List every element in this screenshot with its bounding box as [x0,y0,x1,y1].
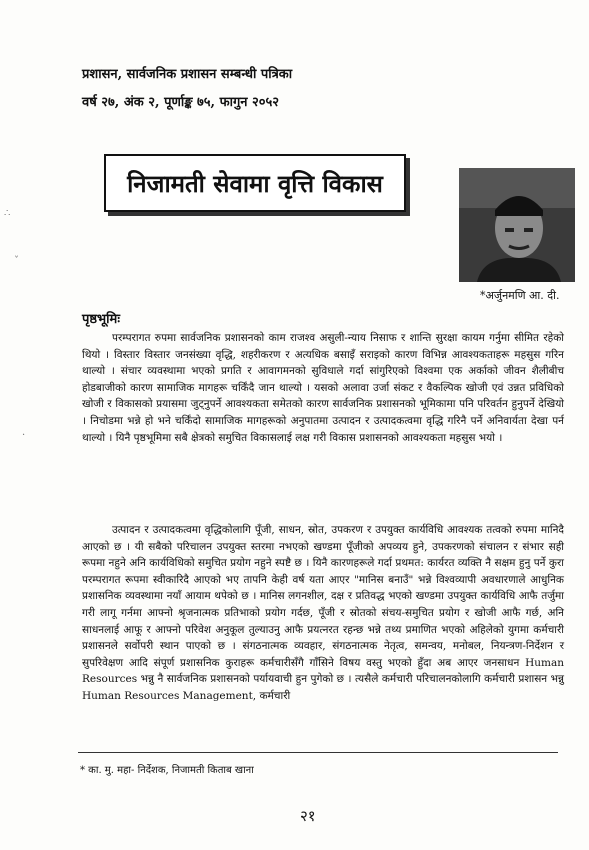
article-title-box [104,154,406,212]
paragraph-1: परम्परागत रुपमा सार्वजनिक प्रशासनको काम राजश्व असुली-न्याय निसाफ र शान्ति सुरक्षा कायम गर्नुमा सीमित रहेको थियो । विस्तार विस्तार जनसंख्या वृद्धि, शहरीकरण र अत्यधिक बसाइँ सराइको कारण विभिन्न आवश्यकताहरू महसुस गरिन थाल्यो । संचार व्यवस्थामा भएको प्रगति र आवागमनको सुविधाले गर्दा सांगुरिएको विश्वमा एक अर्काको जीवन शैलीबीच होडबाजीको कारण सामाजिक मागहरू चर्किंदै जान थाल्यो । यसको अलावा उर्जा संकट र वैकल्पिक खोजी एवं उन्नत प्रविधिको खोजी र विकासको प्रयासमा जुट्नुपर्ने आवश्यकता समेतको कारण सार्वजनिक प्रशासनको भूमिकामा पनि परिवर्तन हुनुपर्ने देखियो । निचोडमा भन्ने हो भने चर्किंदो सामाजिक मागहरूको अनुपातमा उत्पादन र उत्पादकत्वमा वृद्धि गरिनै पर्ने अनिवार्यता देखा पर्न थाल्यो । यिनै पृष्ठभूमिमा सबै क्षेत्रको समुचित विकासलाई लक्ष गरी विकास प्रशासनको आवश्यकता महसुस भयो । [82,332,564,444]
author-photo-icon [459,168,575,282]
scan-artifact-icon: ˇ [14,256,19,267]
page-number: २१ [300,807,316,825]
scan-artifact-icon: ∴ [4,208,11,219]
footnote: * का. मु. महा- निर्देशक, निजामती किताब खाना [80,765,254,776]
paragraph-2: उत्पादन र उत्पादकत्वमा वृद्धिकोलागि पूँजी, साधन, स्रोत, उपकरण र उपयुक्त कार्यविधि आवश्यक तत्वको रुपमा मानिदै आएको छ । यी सबैको परिचालन उपयुक्त स्तरमा नभएको खण्डमा पूँजीको अपव्यय हुने, उपकरणको संचालन र संभार सही रूपमा नहुने अनि कार्यविधिको समुचित प्रयोग नहुने स्पष्टै छ । यिनै कारणहरूले गर्दा प्रथमत: कार्यरत व्यक्ति नै सक्षम हुनु पर्ने कुरा परम्परागत रूपमा स्वीकारिदै आएको भए तापनि केही वर्ष यता आएर "मानिस बनाउँ" भन्ने विश्वव्यापी अवधारणाले आधुनिक प्रशासनिक व्यवस्थामा नयाँ आयाम थपेको छ । मानिस लगनशील, दक्ष र प्रतिवद्ध भएको खण्डमा उपयुक्त कार्यविधि आफै तर्जुमा गरी लागू गर्नमा आफ्नो श्रृजनात्मक प्रतिभाको प्रयोग गर्दछ, पूँजी र स्रोतको संचय-समुचित प्रयोग र खोजी आफै गर्छ, अनि साधनलाई आफू र आफ्नो परिवेश अनुकूल तुल्याउनु आफै प्रयत्नरत रहन्छ भन्ने तथ्य प्रमाणित भएको अहिलेको युगमा कर्मचारी प्रशासनले सर्वोपरी स्थान पाएको छ । संगठनात्मक व्यवहार, संगठनात्मक नेतृत्व, समन्वय, मनोबल, नियन्त्रण-निर्देशन र सुपरिवेक्षण आदि संपूर्ण प्रशासनिक कुराहरू कर्मचारीसँगै गाँसिने विषय वस्तु भएको हुँदा अब आएर जनसाधन Human Resources भन्नु नै सार्वजनिक प्रशासनको पर्यायवाची हुन पुगेको छ । त्यसैले कर्मचारी परिचालनकोलागि कर्मचारी प्रशासन भन्नु Human Resources Management, कर्मचारी [82,524,564,702]
footnote-divider [78,752,558,753]
author-caption: *अर्जुनमणि आ. दी. [480,289,560,302]
article-title: निजामती सेवामा वृत्ति विकास [127,168,383,198]
section-heading: पृष्ठभूमिः [82,312,120,327]
scan-artifact-icon: · [22,430,26,441]
journal-name: प्रशासन, सार्वजनिक प्रशासन सम्बन्धी पत्रिका [82,67,293,82]
portrait-photo [459,168,575,282]
issue-info: वर्ष २७, अंक २, पूर्णाङ्क ७५, फागुन २०५२ [82,95,280,110]
